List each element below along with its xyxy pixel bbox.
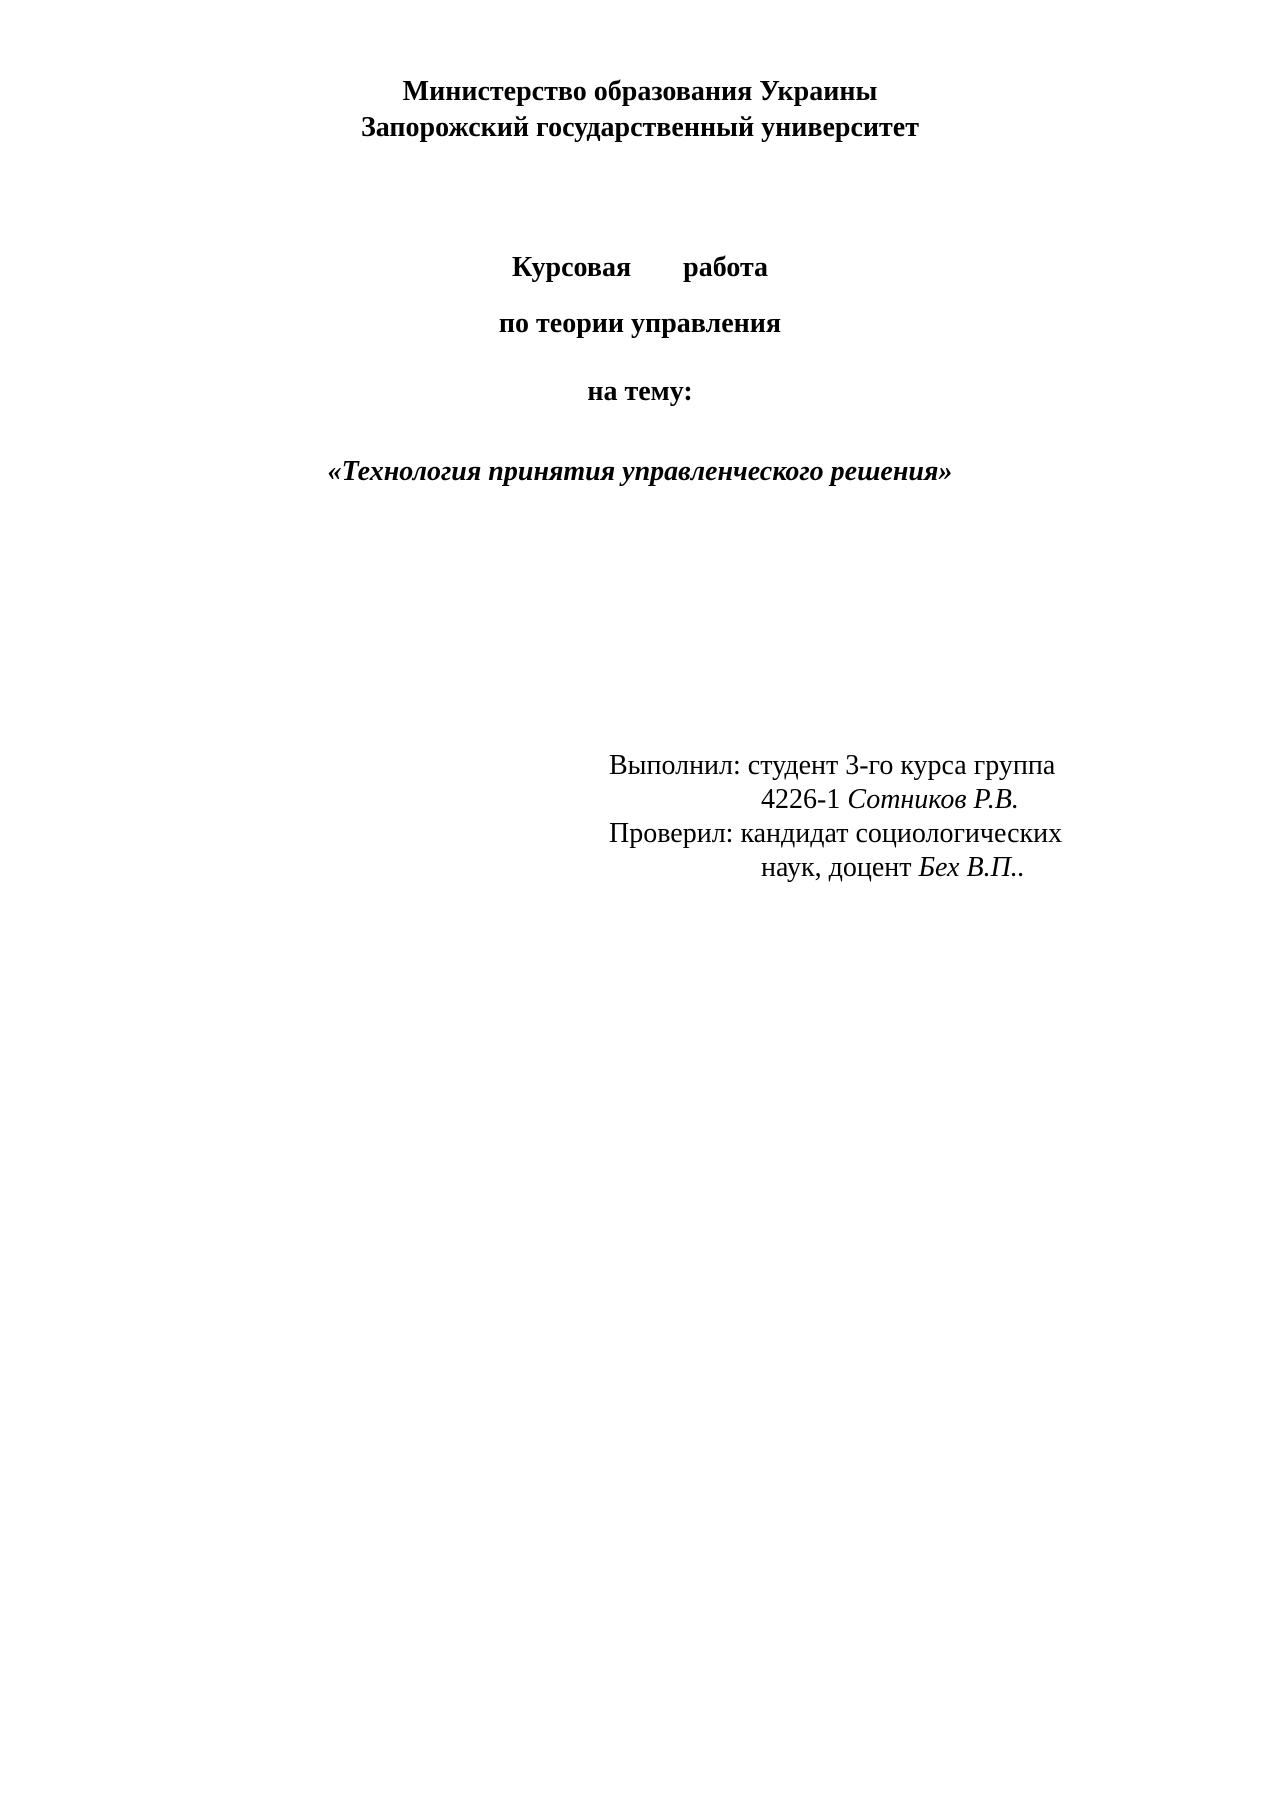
supervisor-title: наук, доцент bbox=[761, 852, 912, 883]
topic-title: «Технология принятия управленческого решения» bbox=[327, 456, 953, 487]
checked-by-line: Проверил: кандидат социологических bbox=[609, 818, 1063, 849]
checked-by-name-line bbox=[761, 851, 1025, 885]
work-type-word-1: Курсовая bbox=[511, 252, 632, 283]
on-topic-label: на тему: bbox=[587, 376, 693, 407]
student-name: Сотников Р.В. bbox=[847, 784, 1019, 815]
performed-by-line: Выполнил: студент 3-го курса группа bbox=[609, 750, 1056, 781]
work-type-title bbox=[0, 251, 1280, 285]
supervisor-name: Бех В.П.. bbox=[918, 852, 1025, 883]
ministry-heading: Министерство образования Украины bbox=[402, 76, 878, 107]
student-group: 4226-1 bbox=[761, 784, 841, 815]
work-type-word-2: работа bbox=[683, 252, 769, 283]
university-heading: Запорожский государственный университет bbox=[361, 112, 919, 143]
subject-line: по теории управления bbox=[498, 308, 782, 339]
performed-by-name-line bbox=[761, 783, 1019, 817]
